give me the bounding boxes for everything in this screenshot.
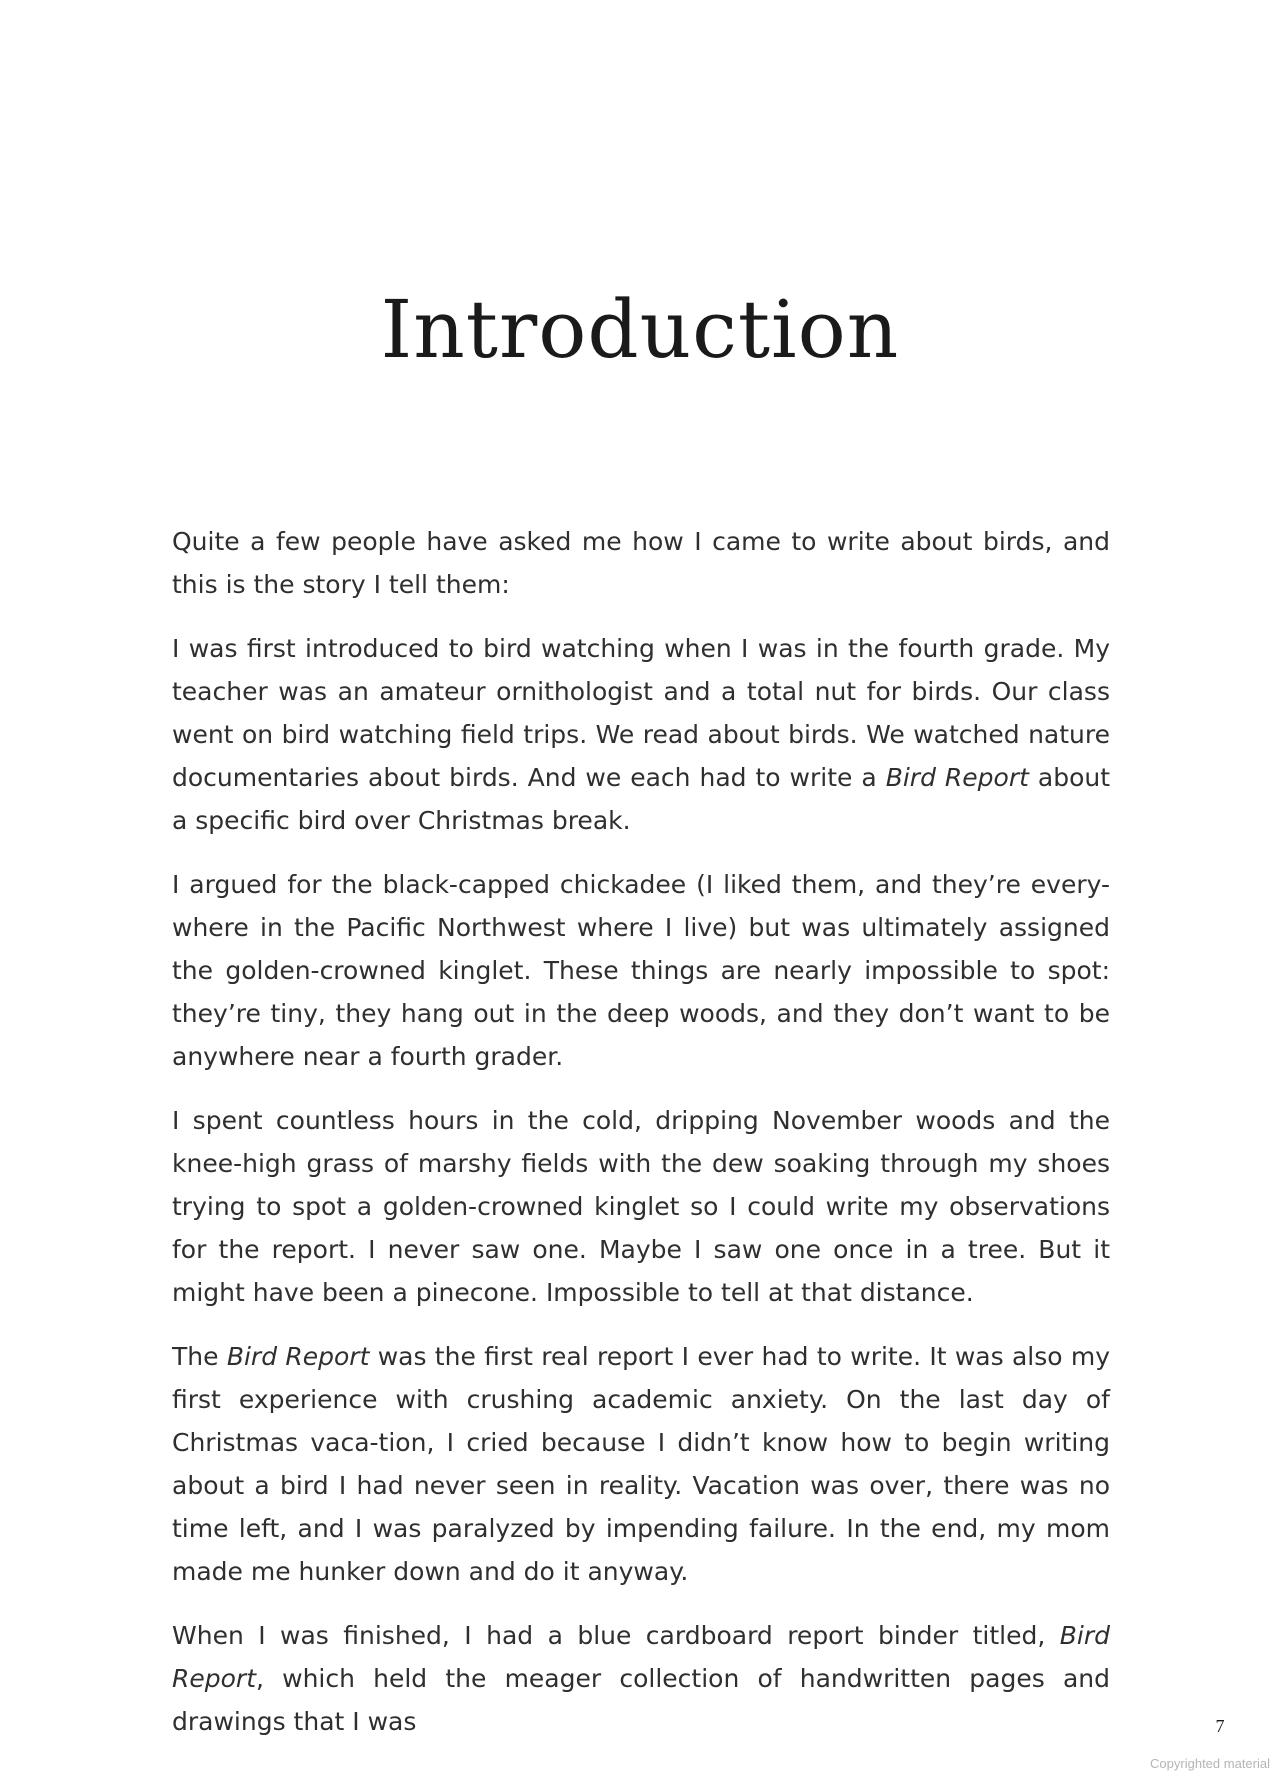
italic-title-text: Bird Report — [226, 1342, 370, 1371]
body-text — [172, 520, 1110, 1764]
paragraph-text: I argued for the black-capped chickadee (I liked them, and they’re every-where in the Pacific Northwest where I live) but was ultimately assigned the golden-crowned kinglet. These things are nearly impossible to spot: they’re tiny, they hang out in the deep woods, and they don’t want to be anywhere near a fourth grader. — [172, 870, 1110, 1071]
paragraph — [172, 1614, 1110, 1743]
paragraph — [172, 1335, 1110, 1593]
paragraph-text: about a specific bird over Christmas break. — [172, 763, 1111, 835]
paragraph-text: was the first real report I ever had to write. It was also my first experience with crushing academic anxiety. On the last day of Christmas vaca-tion, I cried because I didn’t know how to begin writing about a bird I had never seen in reality. Vacation was over, there was no time left, and I was paralyzed by impending failure. In the end, my mom made me hunker down and do it anyway. — [172, 1342, 1110, 1586]
paragraph-text: When I was finished, I had a blue cardboard report binder titled, — [172, 1621, 1060, 1650]
paragraph — [172, 863, 1110, 1078]
paragraph-text: , which held the meager collection of handwritten pages and drawings that I was — [172, 1664, 1110, 1736]
page-number: 7 — [1215, 1716, 1225, 1736]
paragraph-text: I was first introduced to bird watching when I was in the fourth grade. My teacher was an amateur ornithologist and a total nut for birds. Our class went on bird watching field trips. We read about birds. We watched nature documentaries about birds. And we each had to write a — [172, 634, 1110, 792]
chapter-title: Introduction — [380, 283, 900, 376]
paragraph-text: I spent countless hours in the cold, dripping November woods and the knee-high grass of marshy fields with the dew soaking through my shoes trying to spot a golden-crowned kinglet so I could write my observations for the report. I never saw one. Maybe I saw one once in a tree. But it might have been a pinecone. Impossible to tell at that distance. — [172, 1106, 1110, 1307]
italic-title-text: Bird Report — [885, 763, 1029, 792]
paragraph — [172, 627, 1110, 842]
copyright-note: Copyrighted material — [1150, 1756, 1270, 1771]
paragraph — [172, 520, 1110, 606]
paragraph — [172, 1099, 1110, 1314]
paragraph-text: Quite a few people have asked me how I came to write about birds, and this is the story I tell them: — [172, 527, 1110, 599]
paragraph-text: The — [172, 1342, 227, 1371]
italic-title-text: Bird Report — [172, 1621, 1110, 1693]
